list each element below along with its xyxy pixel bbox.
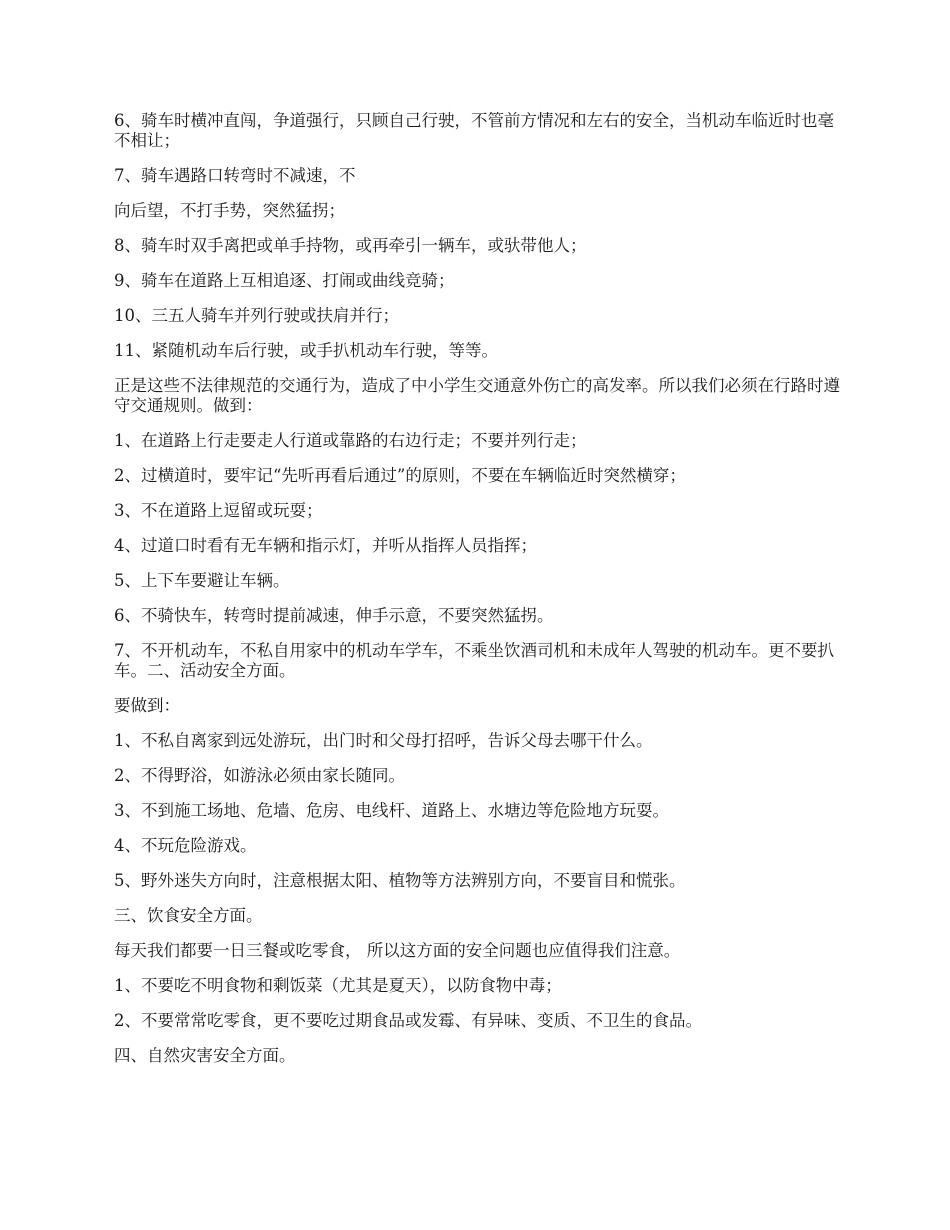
paragraph: 每天我们都要一日三餐或吃零食， 所以这方面的安全问题也应值得我们注意。 xyxy=(114,941,681,960)
paragraph: 要做到： xyxy=(114,696,180,715)
paragraph: 4、不玩危险游戏。 xyxy=(114,836,257,855)
paragraph: 1、在道路上行走要走人行道或靠路的右边行走；不要并列行走； xyxy=(114,431,587,450)
paragraph: 11、紧随机动车后行驶，或手扒机动车行驶，等等。 xyxy=(114,341,498,360)
paragraph: 9、骑车在道路上互相追逐、打闹或曲线竞骑； xyxy=(114,271,455,290)
section-heading: 三、饮食安全方面。 xyxy=(114,906,263,925)
paragraph: 2、过横道时，要牢记“先听再看后通过”的原则，不要在车辆临近时突然横穿； xyxy=(114,466,686,485)
paragraph: 10、三五人骑车并列行驶或扶肩并行； xyxy=(114,306,399,325)
paragraph: 5、上下车要避让车辆。 xyxy=(114,571,290,590)
document-body xyxy=(114,111,840,1081)
paragraph: 5、野外迷失方向时，注意根据太阳、植物等方法辨别方向，不要盲目和慌张。 xyxy=(114,871,686,890)
paragraph: 7、不开机动车，不私自用家中的机动车学车，不乘坐饮酒司机和未成年人驾驶的机动车。更不要扒车。二、活动安全方面。 xyxy=(114,641,834,680)
paragraph: 1、不私自离家到远处游玩，出门时和父母打招呼，告诉父母去哪干什么。 xyxy=(114,731,653,750)
paragraph: 正是这些不法律规范的交通行为，造成了中小学生交通意外伤亡的高发率。所以我们必须在行路时遵守交通规则。做到： xyxy=(114,376,840,415)
paragraph: 3、不在道路上逗留或玩耍； xyxy=(114,501,323,520)
paragraph: 2、不要常常吃零食，更不要吃过期食品或发霉、有异味、变质、不卫生的食品。 xyxy=(114,1011,702,1030)
section-heading: 四、自然灾害安全方面。 xyxy=(114,1046,296,1065)
paragraph: 6、骑车时横冲直闯，争道强行，只顾自己行驶，不管前方情况和左右的安全，当机动车临近时也毫不相让； xyxy=(114,111,834,150)
paragraph: 8、骑车时双手离把或单手持物，或再牵引一辆车，或驮带他人； xyxy=(114,236,587,255)
paragraph: 4、过道口时看有无车辆和指示灯，并听从指挥人员指挥； xyxy=(114,536,537,555)
paragraph: 2、不得野浴，如游泳必须由家长随同。 xyxy=(114,766,405,785)
paragraph: 6、不骑快车，转弯时提前减速，伸手示意，不要突然猛拐。 xyxy=(114,606,554,625)
paragraph: 向后望，不打手势，突然猛拐； xyxy=(114,201,345,220)
paragraph: 1、不要吃不明食物和剩饭菜（尤其是夏天），以防食物中毒； xyxy=(114,976,562,995)
paragraph: 7、骑车遇路口转弯时不减速，不 xyxy=(114,166,356,185)
paragraph: 3、不到施工场地、危墙、危房、电线杆、道路上、水塘边等危险地方玩耍。 xyxy=(114,801,669,820)
